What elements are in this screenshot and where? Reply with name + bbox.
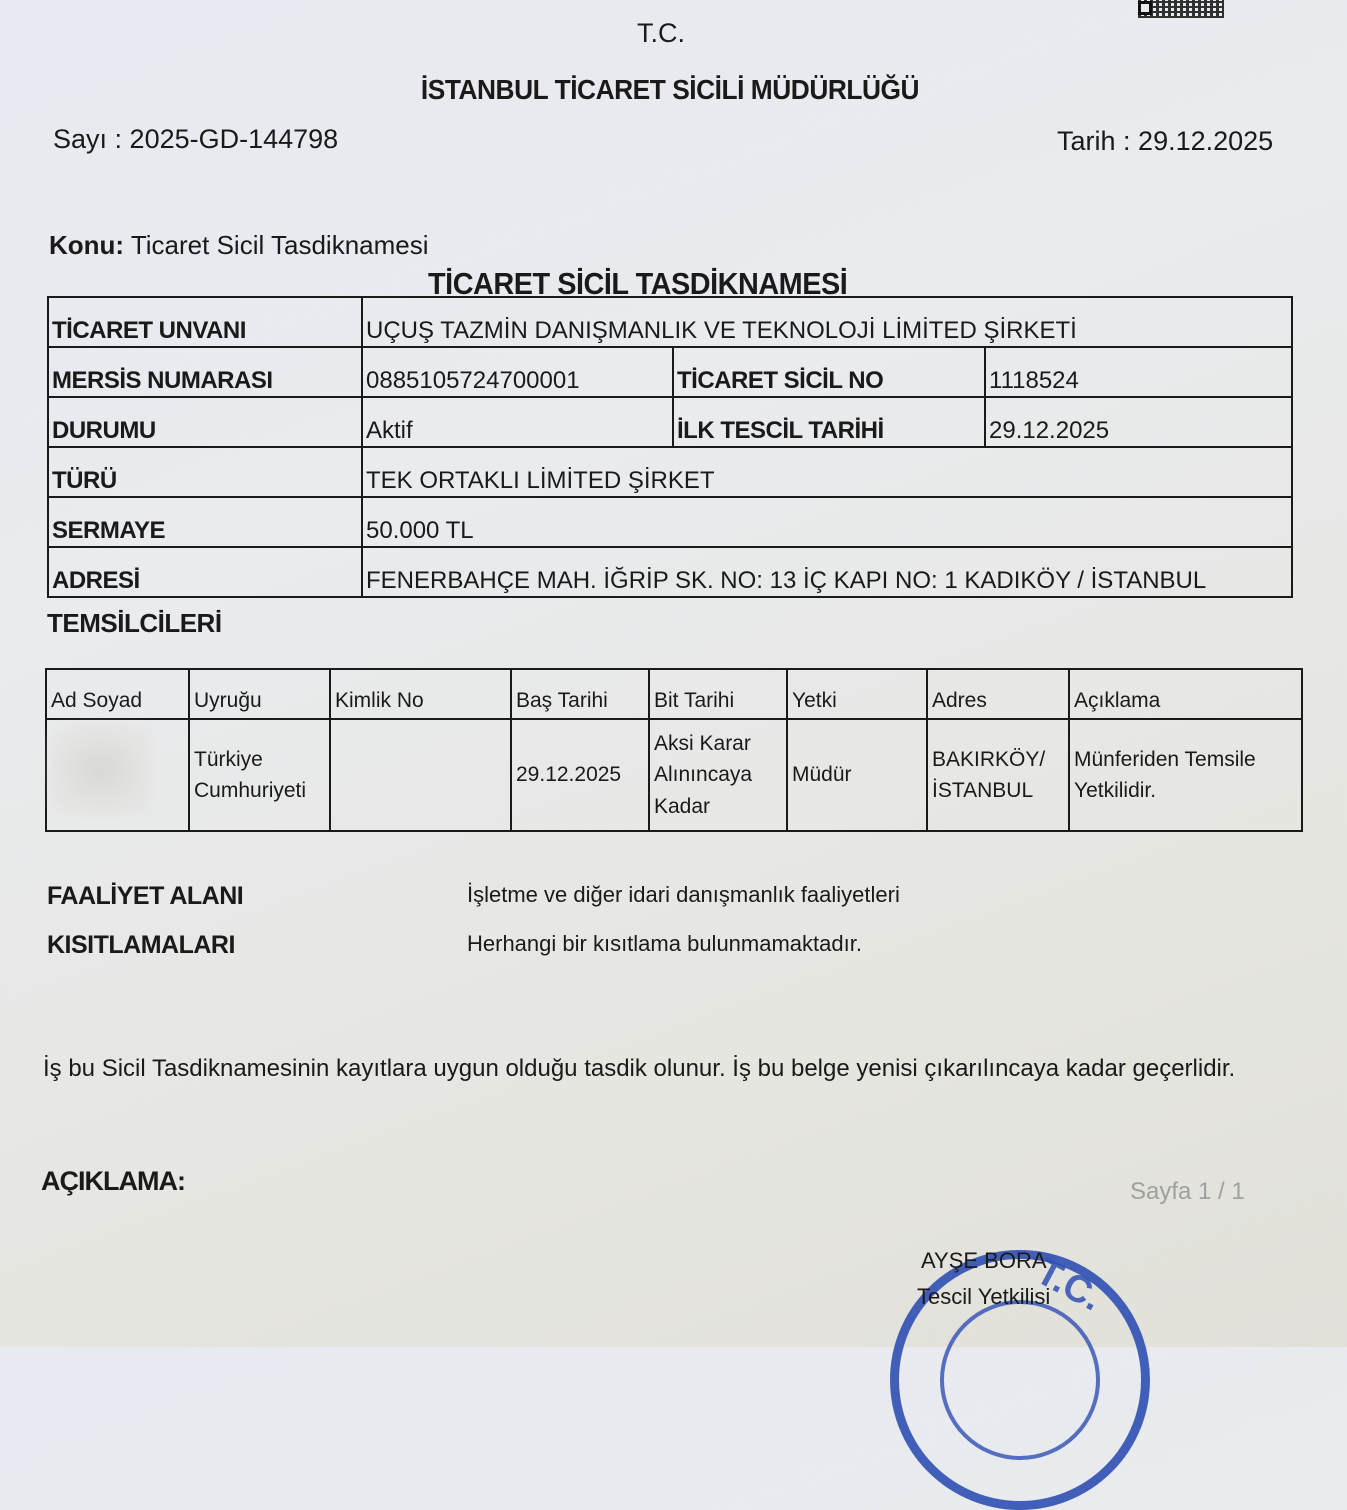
tarih-label: Tarih :	[1057, 126, 1131, 156]
table-row	[48, 347, 1292, 397]
trade-name-label: TİCARET UNVANI	[48, 297, 362, 347]
column-header: Bit Tarihi	[649, 669, 787, 719]
certification-statement: İş bu Sicil Tasdiknamesinin kayıtlara uygun olduğu tasdik olunur. İş bu belge yenisi çıkarılıncaya kadar geçerlidir.	[43, 1055, 1236, 1082]
activity-value: İşletme ve diğer idari danışmanlık faaliyetleri	[467, 882, 900, 907]
activity-label: FAALİYET ALANI	[47, 882, 244, 910]
capital-value: 50.000 TL	[362, 497, 1292, 547]
signer-role: Tescil Yetkilisi	[917, 1284, 1051, 1309]
representative-nationality: Türkiye Cumhuriyeti	[189, 719, 330, 831]
table-row	[48, 497, 1292, 547]
company-info-table	[47, 296, 1293, 598]
column-header: Baş Tarihi	[511, 669, 649, 719]
first-registration-label: İLK TESCİL TARİHİ	[673, 397, 985, 447]
table-row	[48, 547, 1292, 597]
address-value: FENERBAHÇE MAH. İĞRİP SK. NO: 13 İÇ KAPI NO: 1 KADIKÖY / İSTANBUL	[362, 547, 1292, 597]
registry-no-label: TİCARET SİCİL NO	[673, 347, 985, 397]
page-indicator: Sayfa 1 / 1	[1130, 1178, 1245, 1205]
tarih-value: 29.12.2025	[1138, 126, 1274, 156]
restrictions-value: Herhangi bir kısıtlama bulunmamaktadır.	[467, 931, 862, 956]
office-title: İSTANBUL TİCARET SİCİLİ MÜDÜRLÜĞÜ	[420, 74, 920, 105]
mersis-value: 0885105724700001	[362, 347, 673, 397]
column-header: Ad Soyad	[46, 669, 189, 719]
table-row	[46, 719, 1302, 831]
type-value: TEK ORTAKLI LİMİTED ŞİRKET	[362, 447, 1292, 497]
capital-label: SERMAYE	[48, 497, 362, 547]
representative-start-date: 29.12.2025	[511, 719, 649, 831]
document-title: TİCARET SİCİL TASDİKNAMESİ	[428, 266, 848, 301]
sayi-label: Sayı :	[53, 124, 123, 154]
representative-id-redacted	[330, 719, 511, 831]
restrictions-label: KISITLAMALARI	[47, 931, 235, 959]
representative-address: BAKIRKÖY/İSTANBUL	[927, 719, 1069, 831]
table-header-row	[46, 669, 1302, 719]
column-header: Uyruğu	[189, 669, 330, 719]
column-header: Yetki	[787, 669, 927, 719]
sayi-value: 2025-GD-144798	[129, 124, 339, 154]
address-label: ADRESİ	[48, 547, 362, 597]
document-number	[53, 124, 338, 155]
type-label: TÜRÜ	[48, 447, 362, 497]
first-registration-value: 29.12.2025	[985, 397, 1292, 447]
qr-finder-pattern	[1138, 1, 1152, 15]
mersis-label: MERSİS NUMARASI	[48, 347, 362, 397]
trade-name-value: UÇUŞ TAZMİN DANIŞMANLIK VE TEKNOLOJİ LİMİTED ŞİRKETİ	[362, 297, 1292, 347]
column-header: Adres	[927, 669, 1069, 719]
signer-name: AYŞE BORA	[921, 1248, 1047, 1273]
explanation-label: AÇIKLAMA:	[41, 1166, 185, 1196]
subject-value: Ticaret Sicil Tasdiknamesi	[130, 230, 429, 260]
representatives-title: TEMSİLCİLERİ	[47, 608, 222, 638]
representative-end-date: Aksi Karar Alınıncaya Kadar	[649, 719, 787, 831]
representative-authority: Müdür	[787, 719, 927, 831]
representative-description: Münferiden Temsile Yetkilidir.	[1069, 719, 1302, 831]
column-header: Açıklama	[1069, 669, 1302, 719]
subject-line	[49, 230, 429, 261]
subject-label: Konu:	[49, 230, 125, 260]
representatives-table	[45, 668, 1303, 832]
registry-no-value: 1118524	[985, 347, 1292, 397]
representative-name-redacted	[46, 719, 189, 831]
official-stamp-inner-ring	[940, 1300, 1100, 1460]
table-row	[48, 447, 1292, 497]
status-label: DURUMU	[48, 397, 362, 447]
column-header: Kimlik No	[330, 669, 511, 719]
status-value: Aktif	[362, 397, 673, 447]
redaction-blur	[51, 725, 151, 815]
document-date	[1057, 126, 1273, 157]
table-row	[48, 397, 1292, 447]
stamp-text: T.C.	[1029, 1250, 1109, 1320]
table-row	[48, 297, 1292, 347]
country-header: T.C.	[636, 18, 685, 48]
